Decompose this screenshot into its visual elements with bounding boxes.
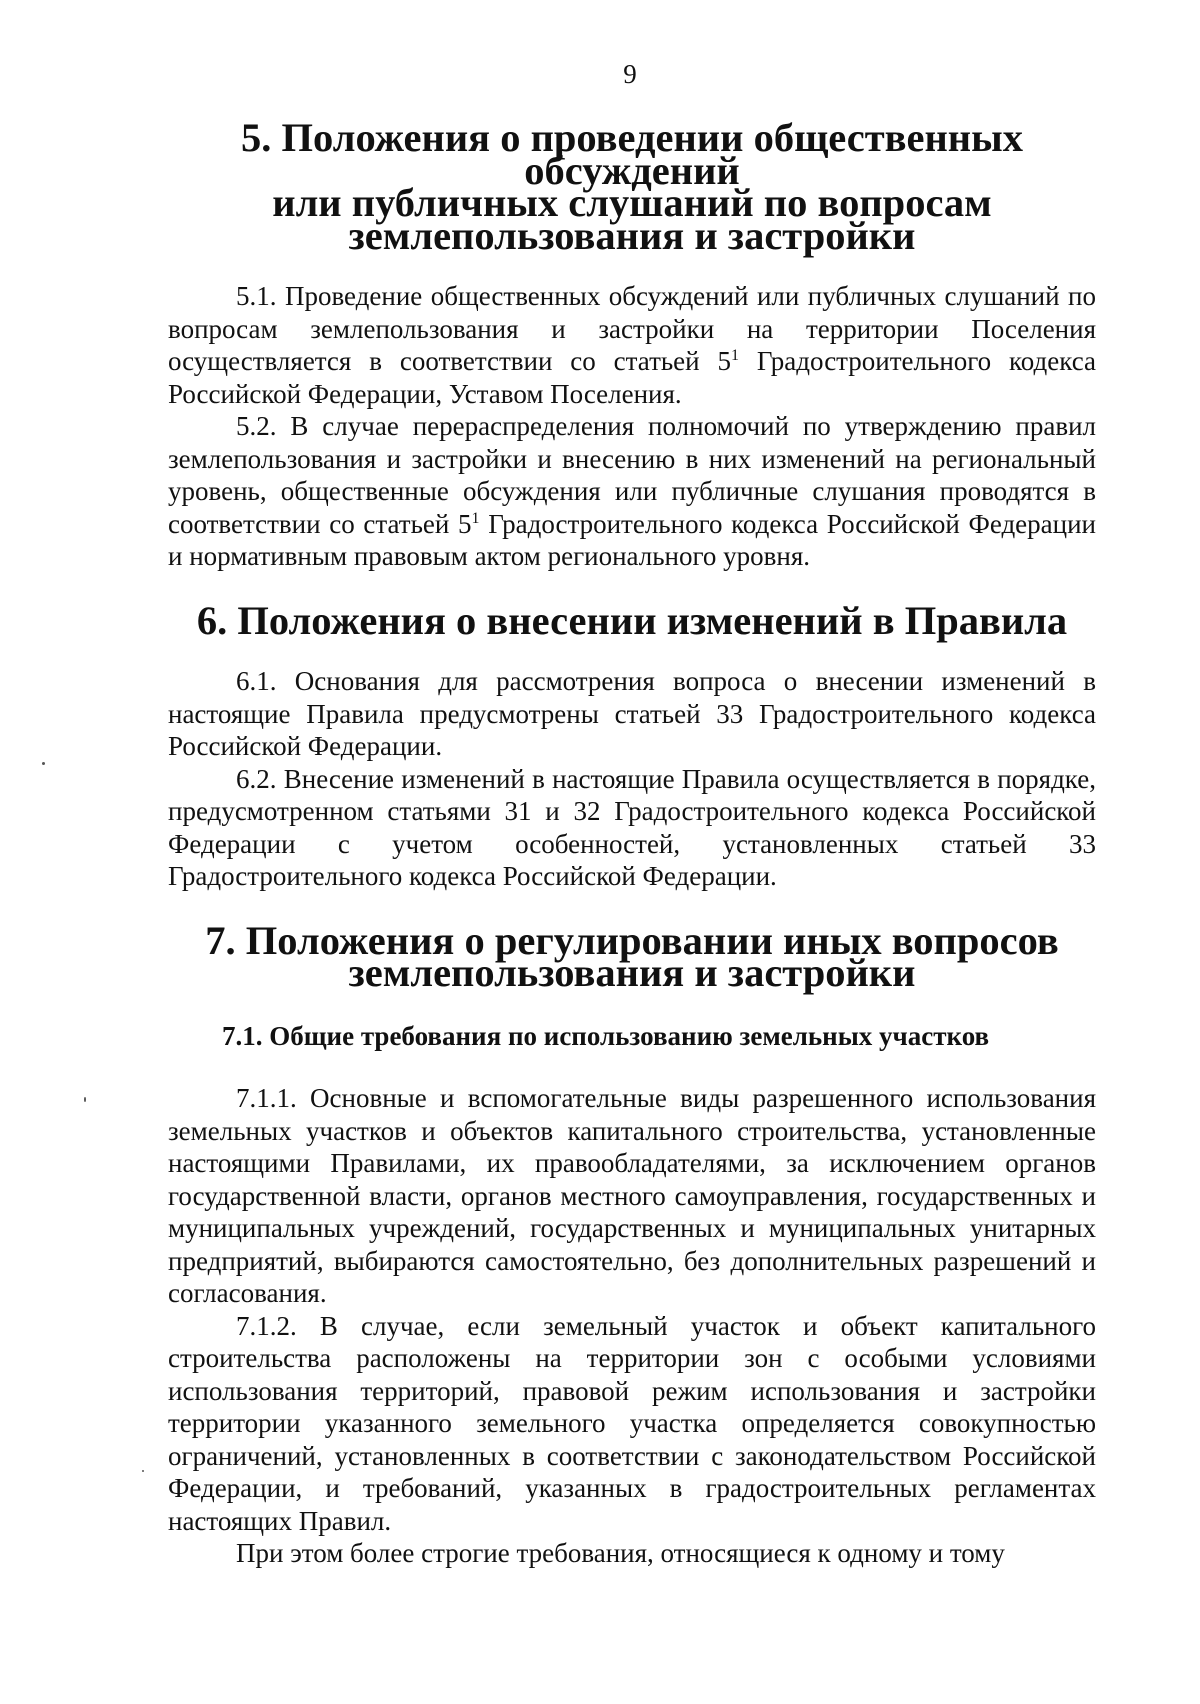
paragraph-5-2: [168, 410, 1096, 573]
subsection-7-1-title: 7.1. Общие требования по использованию земельных участков: [222, 1020, 990, 1051]
paragraph-5-2-text-end: Градостроительного кодекса Российской Федерации и нормативным правовым актом регионального уровня.: [168, 508, 1096, 571]
paragraph-continuation: При этом более строгие требования, относящиеся к одному и тому: [236, 1538, 1005, 1568]
section-7-title-line-1: 7. Положения о регулировании иных вопросов: [205, 917, 1059, 963]
scan-speck: [42, 762, 45, 765]
section-5-title-line-2: или публичных слушаний по вопросам землепользования и застройки: [272, 180, 992, 258]
section-7-title-line-2: землепользования и застройки: [348, 950, 916, 995]
section-5-title-line-1: 5. Положения о проведении общественных обсуждений: [241, 115, 1023, 193]
paragraph-6-1: 6.1. Основания для рассмотрения вопроса о внесении изменений в настоящие Правила предусмотрены статьей 33 Градостроительного кодекса Российской Федерации.: [168, 666, 1096, 761]
section-6-title: 6. Положения о внесении изменений в Правила: [196, 597, 1068, 643]
paragraph-7-1-2: 7.1.2. В случае, если земельный участок и объект капитального строительства расположены на территории зон с особыми условиями использования территорий, правовой режим использования и застройки территории указанного земельного участка определяется совокупностью ограничений, установленных в соответствии с законодательством Российской Федерации, и требований, указанных в градостроительных регламентах настоящих Правил.: [168, 1310, 1096, 1536]
document-body: [168, 115, 1096, 1570]
paragraph-5-1-text-end: Градостроительного кодекса Российской Федерации, Уставом Поселения.: [168, 346, 1096, 409]
section-5-title: [168, 115, 1096, 258]
page-number: 9: [623, 59, 637, 89]
paragraph-5-1-text: 5.1. Проведение общественных обсуждений или публичных слушаний по вопросам землепользования и застройки на территории Поселения осуществляется в соответствии со статьей 5: [168, 281, 1096, 376]
scan-speck: [142, 1470, 144, 1472]
paragraph-5-1: [168, 280, 1096, 410]
scan-speck: [84, 1097, 86, 1102]
section-7-title: [168, 917, 1096, 995]
paragraph-6-2: 6.2. Внесение изменений в настоящие Правила осуществляется в порядке, предусмотренном статьями 31 и 32 Градостроительного кодекса Российской Федерации с учетом особенностей, установленных статьей 33 Градостроительного кодекса Российской Федерации.: [168, 763, 1096, 891]
paragraph-7-1-1: 7.1.1. Основные и вспомогательные виды разрешенного использования земельных участков и объектов капитального строительства, установленные настоящими Правилами, их правообладателями, за исключением органов государственной власти, органов местного самоуправления, государственных и муниципальных учреждений, государственных и муниципальных унитарных предприятий, выбираются самостоятельно, без дополнительных разрешений и согласования.: [168, 1083, 1096, 1308]
superscript-marker: 1: [731, 347, 739, 364]
paragraph-5-2-text: 5.2. В случае перераспределения полномочий по утверждению правил землепользования и застройки и внесению в них изменений на региональный уровень, общественные обсуждения или публичные слушания проводятся в соответствии со статьей 5: [168, 411, 1096, 539]
superscript-marker: 1: [471, 509, 480, 527]
